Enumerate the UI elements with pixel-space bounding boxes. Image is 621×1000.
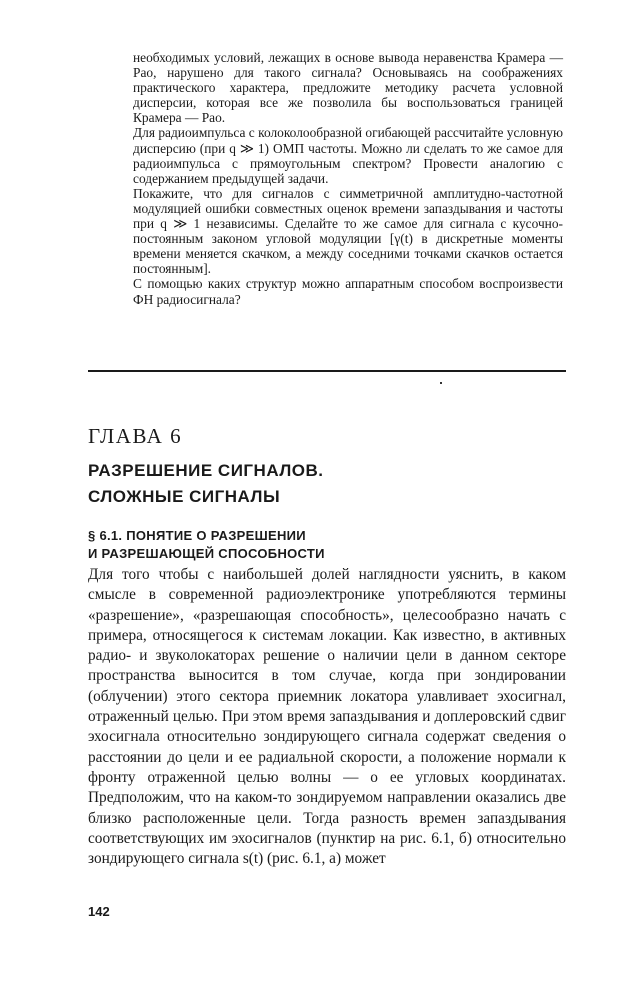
page-number: 142 — [88, 904, 110, 919]
exercise-paragraph: Покажите, что для сигналов с симметричной амплитудно-частотной модуляцией ошибки совместных оценок времени запаздывания и частоты при q ≫ 1 независимы. Сделайте то же самое для сигнала с кусочно-постоянным законом угловой модуляции [γ(t) в дискретные моменты времени меняется скачком, а между соседними точками скачков остается постоянным]. — [133, 185, 563, 277]
print-speck — [440, 382, 442, 384]
exercise-paragraph: необходимых условий, лежащих в основе вывода неравенства Крамера — Рао, нарушено для такого сигнала? Основываясь на соображениях практического характера, предложите методику расчета условной дисперсии, которая все же позволила бы воспользоваться границей Крамера — Рао. — [133, 50, 563, 126]
chapter-title-line: СЛОЖНЫЕ СИГНАЛЫ — [88, 487, 281, 506]
section-heading-line: И РАЗРЕШАЮЩЕЙ СПОСОБНОСТИ — [88, 546, 325, 561]
chapter-title-line: РАЗРЕШЕНИЕ СИГНАЛОВ. — [88, 461, 324, 480]
exercise-list — [133, 50, 563, 307]
section-heading — [88, 527, 325, 563]
chapter-label: ГЛАВА 6 — [88, 424, 183, 448]
section-divider — [88, 370, 566, 372]
body-paragraph: Для того чтобы с наибольшей долей наглядности уяснить, в каком смысле в современной радиоэлектронике употребляются термины «разрешение», «разрешающая способность», целесообразно начать с примера, относящегося к системам локации. Как известно, в активных радио- и звуколокаторах решение о наличии цели в данном секторе пространства выносится в том случае, когда при зондировании (облучении) этого сектора приемник локатора улавливает эхосигнал, отраженный целью. При этом время запаздывания и доплеровский сдвиг эхосигнала относительно зондирующего сигнала содержат сведения о расстоянии до цели и ее радиальной скорости, а положение нормали к фронту отраженной целью волны — о ее угловых координатах. Предположим, что на каком-то зондируемом направлении оказались две близко расположенные цели. Тогда разность времен запаздывания соответствующих им эхосигналов (пунктир на рис. 6.1, б) относительно зондирующего сигнала s(t) (рис. 6.1, а) может — [88, 566, 566, 868]
exercise-paragraph: Для радиоимпульса с колоколообразной огибающей рассчитайте условную дисперсию (при q ≫ 1) ОМП частоты. Можно ли сделать то же самое для радиоимпульса с прямоугольным спектром? Провести аналогию с содержанием предыдущей задачи. — [133, 125, 563, 186]
chapter-title — [88, 458, 323, 510]
section-heading-line: § 6.1. ПОНЯТИЕ О РАЗРЕШЕНИИ — [88, 528, 306, 543]
exercise-paragraph: С помощью каких структур можно аппаратным способом воспроизвести ФН радиосигнала? — [133, 276, 563, 307]
body-text — [88, 565, 566, 869]
